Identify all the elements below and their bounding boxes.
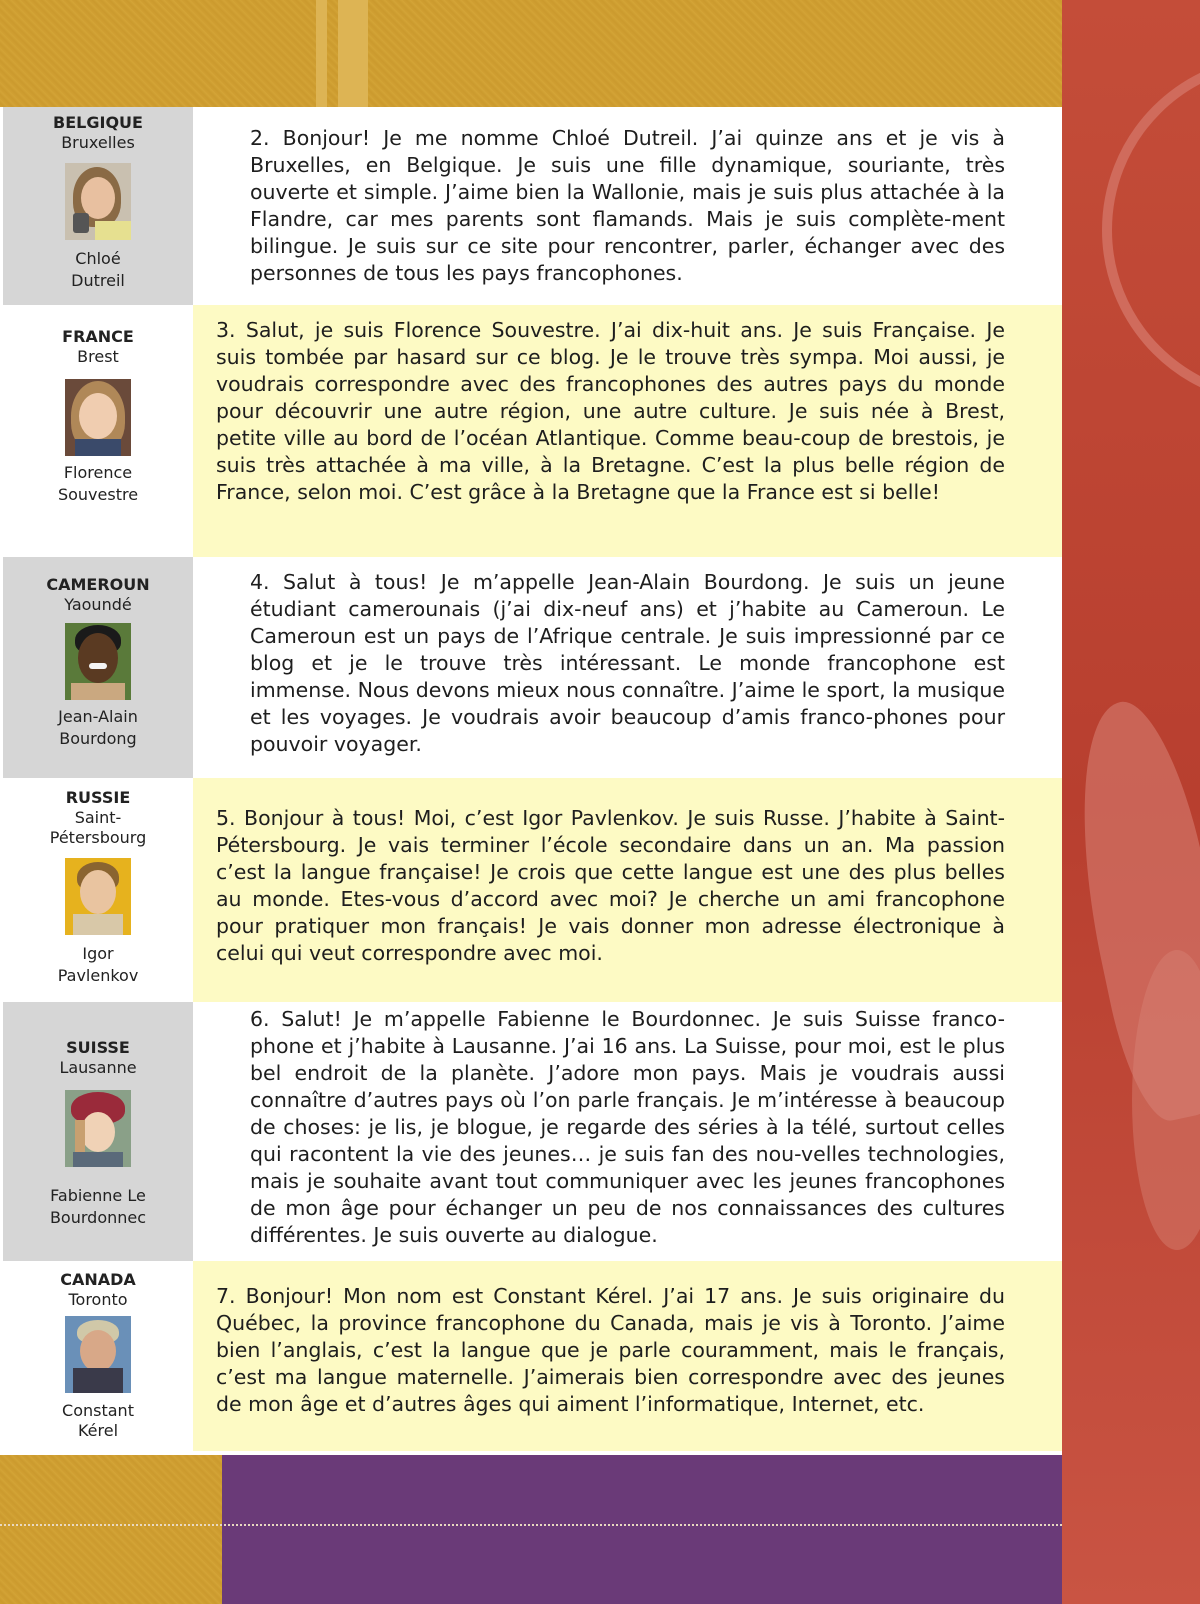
bottom-purple-block [222, 1455, 1062, 1604]
profile-card [3, 778, 193, 1002]
city-label: Toronto [68, 1290, 128, 1309]
person-name: Florence [63, 463, 133, 482]
message-box [193, 107, 1062, 305]
blog-entry [3, 1261, 1062, 1451]
profile-card [3, 1002, 193, 1261]
city-label: Saint- [74, 808, 122, 827]
person-name: Bourdonnec [49, 1208, 147, 1227]
profile-photo [65, 1090, 131, 1167]
city-label: Yaoundé [64, 595, 132, 614]
person-name: Constant [62, 1401, 134, 1420]
message-box [193, 557, 1062, 778]
profile-card [3, 557, 193, 778]
banner-stripe [338, 0, 368, 107]
country-label: FRANCE [62, 327, 134, 346]
message-text: 3. Salut, je suis Florence Souvestre. J’ai dix-huit ans. Je suis Française. Je suis tombée par hasard sur ce blog. Je le trouve très sympa. Moi aussi, je voudrais correspondre avec des francophones des autres pays du monde pour découvrir une autre région, une autre culture. Je suis née à Brest, petite ville au bord de l’océan Atlantique. Comme beau-coup de brestois, je suis très attachée à ma ville, à la Bretagne. C’est la plus belle région de France, selon moi. C’est grâce à la Bretagne que la France est si belle! [216, 318, 1005, 504]
message-text: 6. Salut! Je m’appelle Fabienne le Bourdonnec. Je suis Suisse franco-phone et j’habite à Lausanne. J’ai 16 ans. La Suisse, pour moi, est le plus bel endroit de la planète. J’adore mon pays. Mais je voudrais aussi connaître d’autres pays où l’on parle français. Je m’intéresse à beaucoup de choses: je lis, je blogue, je regarde des séries à la télé, surtout celles qui racontent la vie des jeunes… je suis fan des nou-velles technologies, mais je souhaite avant tout communiquer avec les jeunes francophones de mon âge pour échanger un peu de nos connaissances des cultures différentes. Je suis ouverte au dialogue. [250, 1007, 1005, 1247]
message-box [193, 1261, 1062, 1451]
profile-photo [65, 163, 131, 240]
person-name: Bourdong [59, 729, 137, 748]
dotted-divider [0, 1524, 1062, 1526]
profile-photo [65, 1316, 131, 1393]
message-box [193, 305, 1062, 557]
message-text: 4. Salut à tous! Je m’appelle Jean-Alain Bourdong. Je suis un jeune étudiant camerounais (j’ai dix-neuf ans) et j’habite au Cameroun. Le Cameroun est un pays de l’Afrique centrale. Je suis impressionné par ce blog et je le trouve très intéressant. Le monde francophone est immense. Nous devons mieux nous connaître. J’aime le sport, la musique et les voyages. Je voudrais avoir beaucoup d’amis franco-phones pour pouvoir voyager. [250, 570, 1005, 756]
country-label: CANADA [60, 1270, 136, 1289]
blog-entry [3, 107, 1062, 305]
blog-entries [3, 107, 1062, 1451]
blog-entry [3, 305, 1062, 557]
blog-entry [3, 1002, 1062, 1261]
bottom-band [0, 1455, 1062, 1604]
top-banner [0, 0, 1062, 107]
blog-entry [3, 557, 1062, 778]
country-label: CAMEROUN [46, 575, 150, 594]
country-label: SUISSE [66, 1038, 130, 1057]
city-label: Brest [77, 347, 119, 366]
profile-photo [65, 379, 131, 456]
city-label: Lausanne [59, 1058, 137, 1077]
profile-card [3, 305, 193, 557]
person-name: Fabienne Le [50, 1186, 146, 1205]
profile-photo [65, 858, 131, 935]
person-name: Igor [82, 944, 114, 963]
message-text: 7. Bonjour! Mon nom est Constant Kérel. J’ai 17 ans. Je suis originaire du Québec, la province francophone du Canada, mais je vis à Toronto. J’aime bien l’anglais, c’est la langue que je parle couramment, mais le français, c’est ma langue maternelle. J’aimerais bien correspondre avec des jeunes de mon âge et d’autres âges qui aiment l’informatique, Internet, etc. [216, 1284, 1005, 1416]
profile-photo [65, 623, 131, 700]
decorative-side-panel [1062, 0, 1200, 1604]
person-name: Souvestre [57, 485, 139, 504]
city-label: Bruxelles [61, 133, 135, 152]
person-name: Jean-Alain [58, 707, 138, 726]
person-name: Pavlenkov [57, 966, 139, 985]
bottom-gold-block [0, 1455, 222, 1604]
message-text: 2. Bonjour! Je me nomme Chloé Dutreil. J’ai quinze ans et je vis à Bruxelles, en Belgique. Je suis une fille dynamique, souriante, très ouverte et simple. J’aime bien la Wallonie, mais je suis plus attachée à la Flandre, car mes parents sont flamands. Mais je suis complète-ment bilingue. Je suis sur ce site pour rencontrer, parler, échanger avec des personnes de tous les pays francophones. [250, 126, 1005, 285]
city-label: Pétersbourg [49, 828, 147, 847]
profile-card [3, 107, 193, 305]
person-name: Kérel [77, 1421, 119, 1440]
person-name: Dutreil [71, 271, 125, 290]
message-box [193, 778, 1062, 1002]
country-label: RUSSIE [65, 788, 131, 807]
profile-card [3, 1261, 193, 1451]
message-text: 5. Bonjour à tous! Moi, c’est Igor Pavlenkov. Je suis Russe. J’habite à Saint-Pétersbourg. Je vais terminer l’école secondaire dans un an. Ma passion c’est la langue française! Je crois que cette langue est une des plus belles au monde. Etes-vous d’accord avec moi? Je cherche un ami francophone pour pratiquer mon français! Je vais donner mon adresse électronique à celui qui veut correspondre avec moi. [216, 806, 1005, 965]
country-label: BELGIQUE [53, 113, 143, 132]
banner-stripe [316, 0, 327, 107]
blog-entry [3, 778, 1062, 1002]
message-box [193, 1002, 1062, 1261]
person-name: Chloé [75, 249, 121, 268]
